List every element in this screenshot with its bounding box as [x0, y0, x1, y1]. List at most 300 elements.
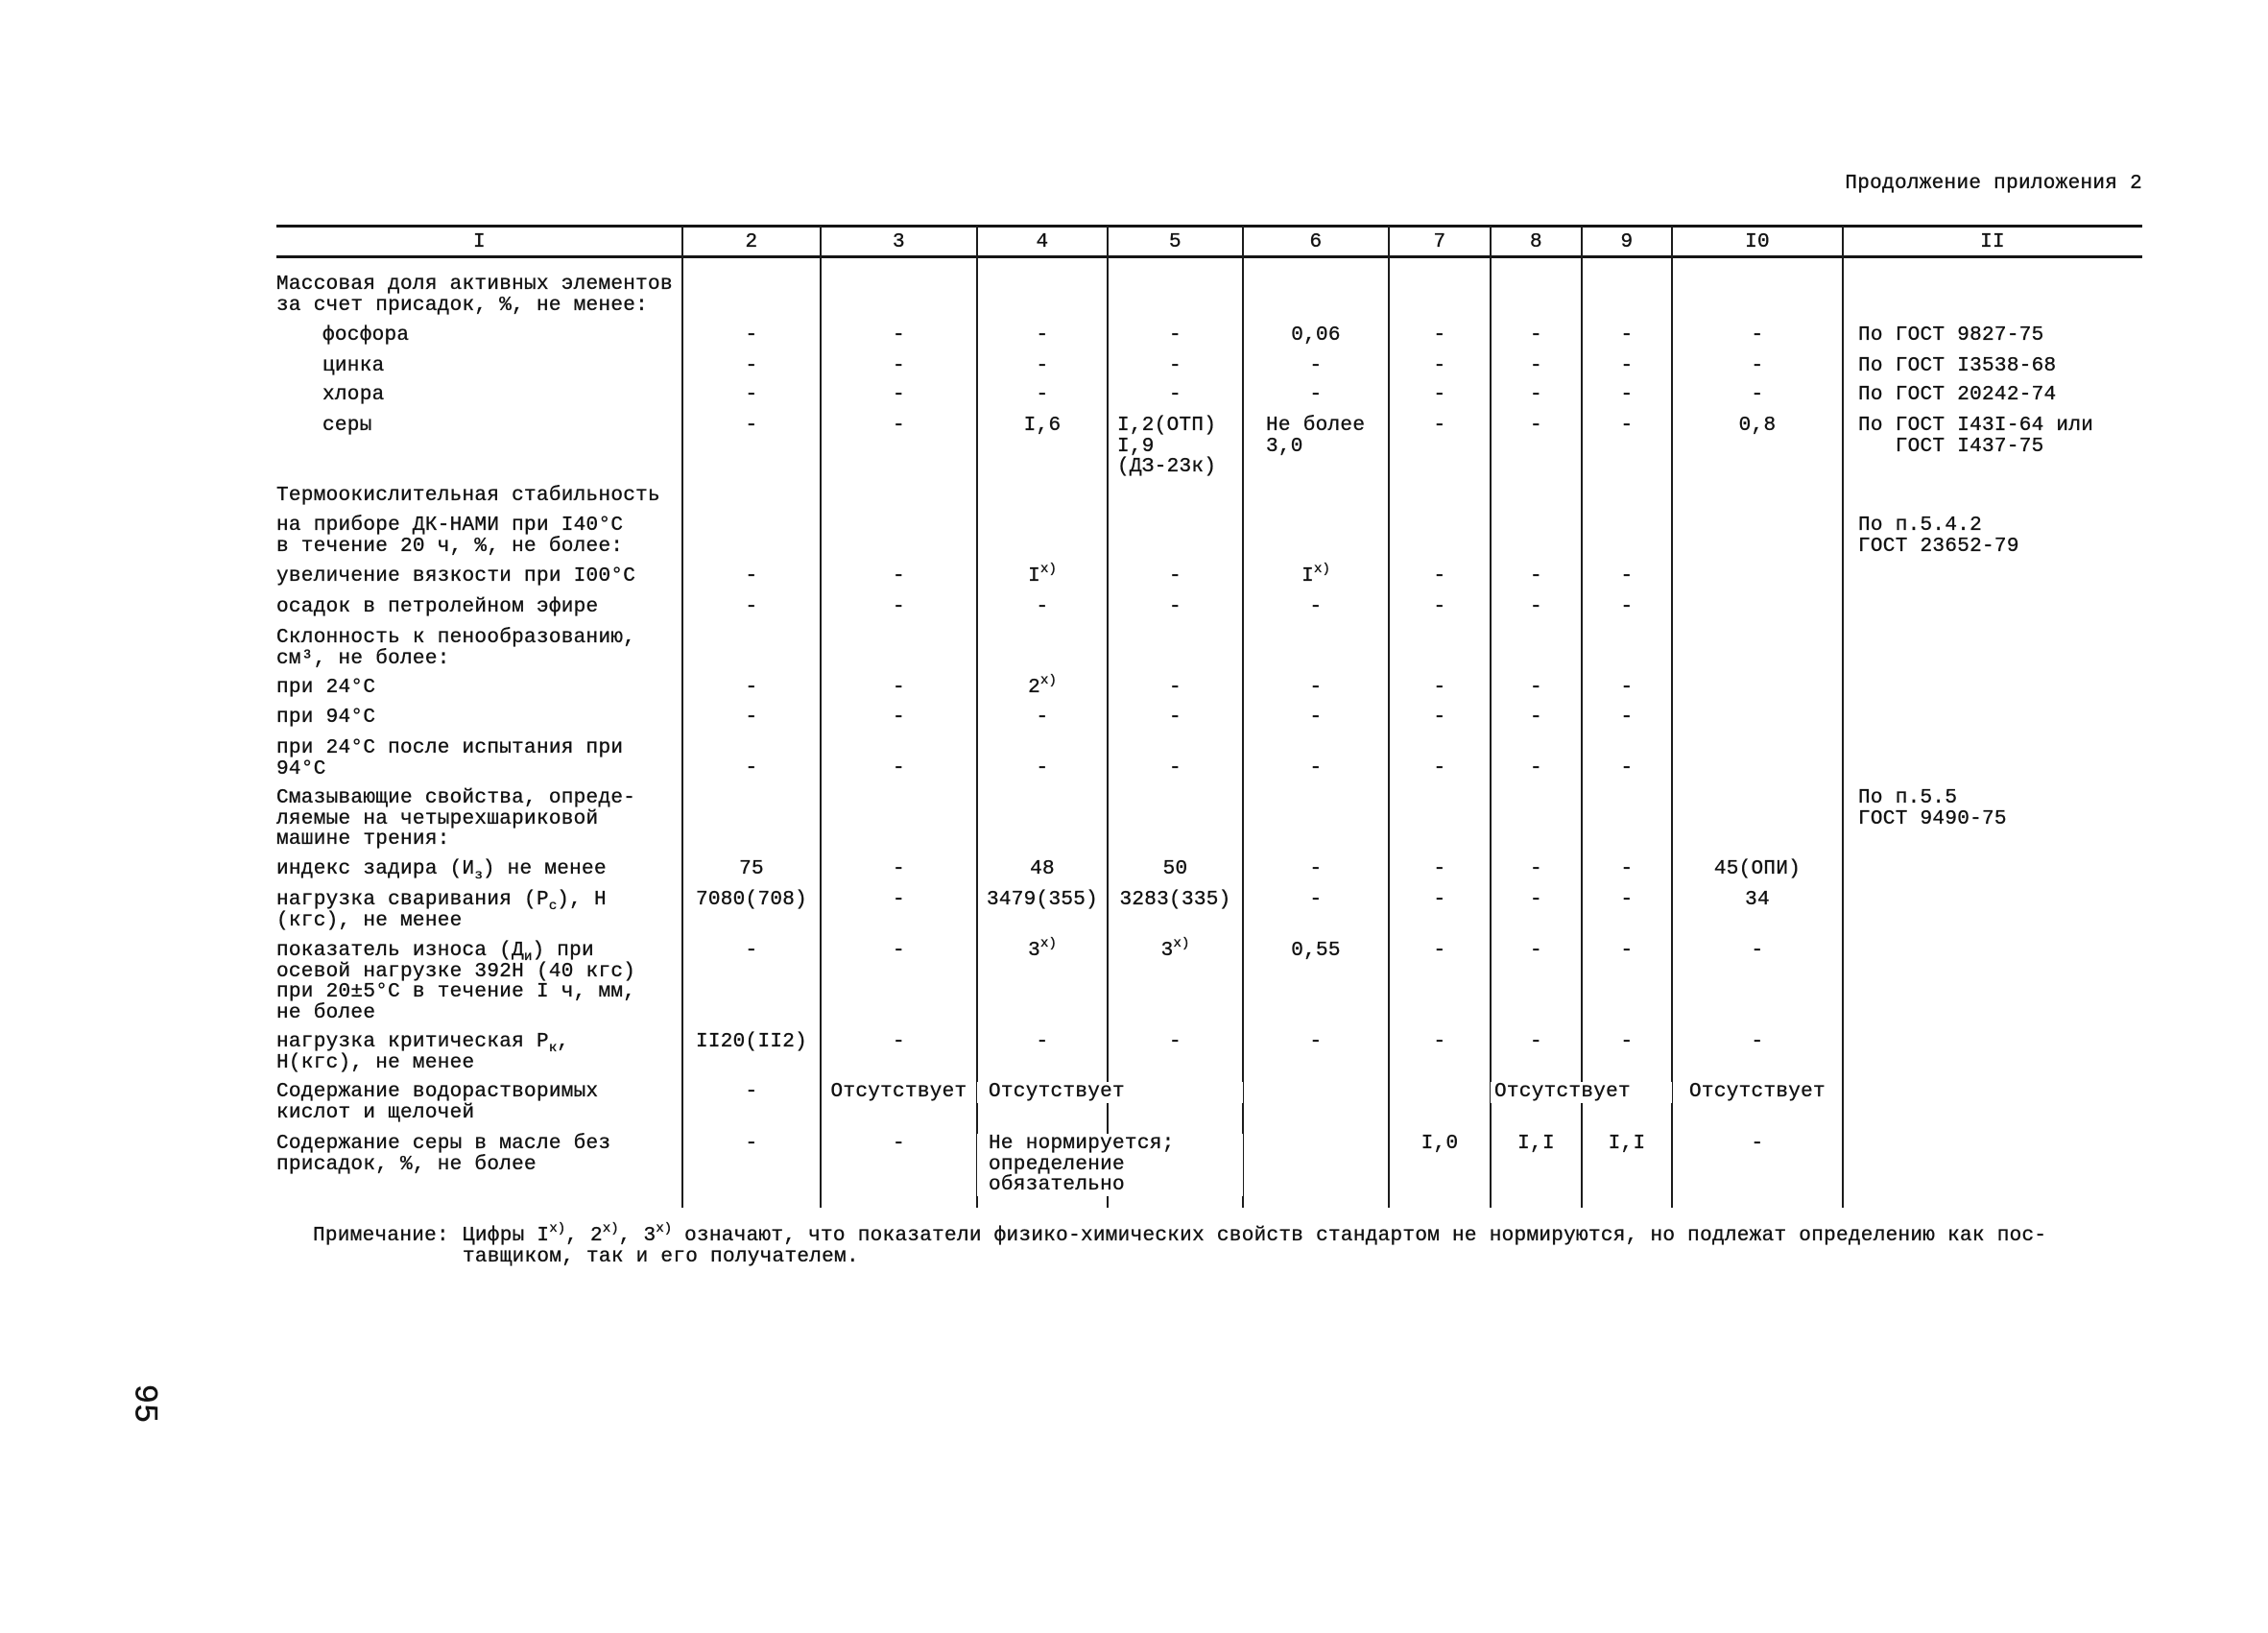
- cell-text: -: [893, 858, 905, 880]
- column-number-header: I: [473, 231, 486, 253]
- cell-text: Массовая доля активных элементов за счет присадок, %, не менее:: [276, 274, 673, 317]
- cell-text: при 94°С: [276, 707, 376, 729]
- value-cell-col-5: [1108, 566, 1243, 588]
- cell-text: -: [893, 1031, 905, 1053]
- cell-text: -: [1433, 757, 1446, 780]
- test-method-cell: [1843, 788, 2142, 829]
- value-cell-col-2: [682, 941, 821, 962]
- value-cell-col-8: [1491, 325, 1582, 347]
- cell-text: I,6: [1023, 415, 1062, 437]
- value-cell-col-3: [821, 325, 977, 347]
- value-cell-col-5: [1108, 325, 1243, 347]
- cell-text: -: [1169, 384, 1182, 406]
- value-cell-col-4: [977, 562, 1108, 588]
- superscript-note-mark: х): [549, 1221, 566, 1237]
- cell-text: I: [1301, 565, 1315, 588]
- cell-text: -: [1751, 1031, 1764, 1053]
- value-cell-col-4: [977, 597, 1108, 618]
- cell-text: на приборе ДК-НАМИ при I40°С в течение 20 ч, %, не более:: [276, 515, 624, 558]
- value-cell-col-7: [1389, 738, 1491, 780]
- cell-text: Отсутствует: [830, 1081, 967, 1103]
- cell-text: Не более 3,0: [1266, 415, 1366, 458]
- indicator-name-cell: [276, 516, 682, 557]
- value-cell-col-4: [977, 385, 1108, 406]
- cell-text: -: [1620, 1031, 1634, 1053]
- cell-text: -: [745, 940, 758, 962]
- cell-text: -: [1751, 1133, 1764, 1155]
- value-cell-col-7: [1389, 325, 1491, 347]
- cell-text: -: [1433, 677, 1446, 699]
- value-cell-col-9: [1582, 708, 1672, 729]
- value-cell-col-3: [821, 678, 977, 699]
- value-cell-col-3: [821, 890, 977, 911]
- value-cell-col-10: [1672, 1134, 1843, 1155]
- cell-text: -: [1309, 355, 1323, 377]
- indicator-name-cell: [276, 628, 682, 669]
- cell-text: I,I: [1517, 1133, 1555, 1155]
- cell-text: По ГОСТ I43I-64 или ГОСТ I437-75: [1858, 415, 2094, 458]
- value-cell-col-5: [1108, 597, 1243, 618]
- indicator-name-cell: [276, 738, 682, 780]
- value-cell-col-10: [1672, 941, 1843, 962]
- cell-text: -: [1169, 677, 1182, 699]
- superscript-note-mark: х): [1173, 936, 1190, 951]
- value-cell-col-6: [1243, 678, 1389, 699]
- cell-text: -: [1036, 1031, 1049, 1053]
- value-cell-col-4: [977, 936, 1108, 962]
- value-cell-col-9: [1582, 385, 1672, 406]
- value-cell-col-8: [1491, 941, 1582, 962]
- cell-text: -: [1309, 1031, 1323, 1053]
- cell-text: ), Н (кгс), не менее: [276, 889, 607, 932]
- cell-text: 0,06: [1291, 324, 1341, 347]
- value-cell-col-10: [1672, 325, 1843, 347]
- cell-text: -: [1169, 355, 1182, 377]
- cell-text: -: [1309, 677, 1323, 699]
- cell-text: -: [1620, 324, 1634, 347]
- value-cell-col-3: [821, 738, 977, 780]
- value-cell-col-8: [1491, 890, 1582, 911]
- cell-text: -: [893, 355, 905, 377]
- value-cell-col-10: [1672, 356, 1843, 377]
- value-cell-col-4: [977, 738, 1108, 780]
- cell-text: -: [893, 1133, 905, 1155]
- superscript-note-mark: х): [1040, 936, 1057, 951]
- note-text-part: Цифры I: [463, 1225, 550, 1247]
- value-cell-col-7: [1389, 890, 1491, 911]
- value-cell-col-6: [1243, 890, 1389, 911]
- value-cell-col-7: [1389, 356, 1491, 377]
- column-number-header: II: [1980, 231, 2005, 253]
- value-cell-col-8: [1491, 566, 1582, 588]
- cell-text: -: [745, 565, 758, 588]
- cell-text: -: [1530, 940, 1542, 962]
- value-cell-col-6: [1243, 738, 1389, 780]
- cell-text: Отсутствует: [989, 1081, 1125, 1103]
- cell-text: -: [1530, 355, 1542, 377]
- cell-text: -: [1530, 889, 1542, 911]
- cell-text: -: [1530, 324, 1542, 347]
- indicator-name-cell: [276, 416, 682, 437]
- cell-text: 48: [1030, 858, 1055, 880]
- cell-text: Содержание водорастворимых кислот и щелочей: [276, 1081, 599, 1124]
- superscript-note-mark: х): [602, 1221, 619, 1237]
- column-number-header: 4: [1036, 231, 1049, 253]
- cell-text: нагрузка критическая Р: [276, 1031, 549, 1053]
- indicator-name-cell: [276, 486, 682, 507]
- cell-text: осадок в петролейном эфире: [276, 596, 599, 618]
- indicator-name-cell: [276, 941, 682, 1023]
- cell-text: 3283(335): [1119, 889, 1231, 911]
- value-cell-col-4: [977, 356, 1108, 377]
- cell-text: 3479(355): [986, 889, 1099, 911]
- cell-text: при 24°С: [276, 677, 376, 699]
- cell-text: , Н(кгс), не менее: [276, 1031, 570, 1074]
- cell-text: 34: [1745, 889, 1770, 911]
- value-cell-col-6: [1243, 416, 1389, 457]
- value-cell-col-8: [1491, 708, 1582, 729]
- note-text: [463, 1221, 2047, 1247]
- value-cell-col-3: [821, 941, 977, 962]
- test-method-cell: [1843, 416, 2142, 457]
- value-cell-col-3: [821, 859, 977, 880]
- cell-text: -: [1433, 384, 1446, 406]
- cell-text: -: [1433, 707, 1446, 729]
- column-number-header: 6: [1309, 231, 1323, 253]
- indicator-name-cell: [276, 858, 682, 883]
- value-cell-col-4: [977, 859, 1108, 880]
- cell-text: -: [1036, 324, 1049, 347]
- cell-text: -: [1433, 324, 1446, 347]
- cell-text: -: [745, 384, 758, 406]
- cell-text: -: [1530, 596, 1542, 618]
- cell-text: ) не менее: [482, 858, 607, 880]
- cell-text: -: [1036, 355, 1049, 377]
- column-number-header: 7: [1433, 231, 1446, 253]
- cell-text: -: [893, 596, 905, 618]
- cell-text: увеличение вязкости при I00°С: [276, 565, 636, 588]
- value-cell-col-5: [1108, 936, 1243, 962]
- cell-text: -: [1620, 355, 1634, 377]
- cell-text: -: [1036, 757, 1049, 780]
- value-cell-col-5: [1108, 859, 1243, 880]
- value-cell-col-6: [1243, 1032, 1389, 1053]
- cell-text: Отсутствует: [1689, 1081, 1826, 1103]
- value-cell-col-3: [821, 708, 977, 729]
- value-cell-col-10: [1672, 1082, 1843, 1103]
- value-cell-col-3: [821, 1082, 977, 1103]
- cell-text: -: [1530, 858, 1542, 880]
- cell-text: -: [893, 415, 905, 437]
- value-cell-col-9: [1582, 325, 1672, 347]
- value-cell-col-9: [1582, 859, 1672, 880]
- cell-text: -: [1169, 1031, 1182, 1053]
- value-cell-col-10: [1672, 859, 1843, 880]
- value-cell-col-2: [682, 356, 821, 377]
- cell-text: -: [1530, 384, 1542, 406]
- test-method-cell: [1843, 385, 2142, 406]
- cell-text: -: [1433, 415, 1446, 437]
- indicator-name-cell: [276, 1032, 682, 1073]
- subscript-index: к: [548, 1041, 558, 1056]
- indicator-name-cell: [276, 1082, 682, 1123]
- cell-text: -: [1620, 707, 1634, 729]
- indicator-name-cell: [276, 1134, 682, 1175]
- note-text-continuation: тавщиком, так и его получателем.: [463, 1246, 859, 1268]
- value-cell-col-7: [1389, 678, 1491, 699]
- note-text-part: означают, что показатели физико-химических свойств стандартом не нормируются, но подлежат определению как пос-: [672, 1225, 2047, 1247]
- value-cell-col-9: [1582, 416, 1672, 437]
- cell-text: -: [1036, 596, 1049, 618]
- value-cell-col-5: [1108, 738, 1243, 780]
- cell-text: 7080(708): [695, 889, 808, 911]
- cell-text: 0,55: [1291, 940, 1341, 962]
- cell-text: -: [745, 415, 758, 437]
- value-cell-col-5: [1108, 385, 1243, 406]
- cell-text: -: [1620, 596, 1634, 618]
- value-cell-col-10: [1672, 1032, 1843, 1053]
- page-number: 95: [125, 1383, 162, 1424]
- cell-text: -: [1620, 940, 1634, 962]
- value-cell-col-2: [682, 1134, 821, 1155]
- cell-text: -: [893, 677, 905, 699]
- cell-text: индекс задира (И: [276, 858, 475, 880]
- value-cell-col-5: [1108, 890, 1243, 911]
- cell-text: По п.5.5 ГОСТ 9490-75: [1858, 787, 2007, 830]
- cell-text: По п.5.4.2 ГОСТ 23652-79: [1858, 515, 2019, 558]
- superscript-note-mark: х): [1040, 673, 1057, 688]
- value-cell-col-2: [682, 325, 821, 347]
- value-cell-col-3: [821, 356, 977, 377]
- value-cell-col-9: [1582, 1134, 1672, 1155]
- cell-text: 50: [1162, 858, 1188, 880]
- value-cell-col-4: [977, 890, 1108, 911]
- cell-text: Отсутствует: [1494, 1081, 1631, 1103]
- value-cell-col-8: [1491, 1134, 1582, 1155]
- cell-text: Содержание серы в масле без присадок, %, не более: [276, 1133, 611, 1176]
- value-cell-col-9: [1582, 566, 1672, 588]
- column-number-header: 2: [745, 231, 758, 253]
- value-cell-col-7: [1389, 708, 1491, 729]
- value-cell-col-7: [1389, 385, 1491, 406]
- cell-text: -: [1309, 384, 1323, 406]
- value-cell-col-10: [1672, 890, 1843, 911]
- value-cell-col-2: [682, 890, 821, 911]
- value-cell-col-6: [1243, 941, 1389, 962]
- cell-text: нагрузка сваривания (Р: [276, 889, 549, 911]
- value-cell-col-6: [1243, 859, 1389, 880]
- cell-text: 3: [1160, 940, 1174, 962]
- value-cell-col-6: [1243, 562, 1389, 588]
- value-cell-col-6: [1243, 597, 1389, 618]
- value-cell-col-9: [1582, 941, 1672, 962]
- value-cell-col-3: [821, 1032, 977, 1053]
- value-cell-col-10: [1672, 385, 1843, 406]
- value-cell-col-3: [821, 416, 977, 437]
- cell-text: серы: [322, 415, 372, 437]
- cell-text: -: [1309, 858, 1323, 880]
- value-cell-col-3: [821, 1134, 977, 1155]
- cell-text: -: [1433, 565, 1446, 588]
- appendix-continuation-label: Продолжение приложения 2: [1845, 173, 2142, 195]
- value-cell-col-4: [977, 673, 1108, 699]
- value-cell-col-6: [1243, 385, 1389, 406]
- cell-text: -: [745, 1133, 758, 1155]
- value-cell-col-8: [1491, 356, 1582, 377]
- cell-text: -: [1309, 596, 1323, 618]
- cell-text: -: [1530, 757, 1542, 780]
- cell-text: -: [1620, 889, 1634, 911]
- column-number-header: I0: [1745, 231, 1770, 253]
- value-cell-col-4: [977, 1082, 1243, 1103]
- cell-text: -: [1169, 596, 1182, 618]
- value-cell-col-5: [1108, 416, 1243, 478]
- cell-text: Склонность к пенообразованию, см³, не более:: [276, 627, 636, 670]
- indicator-name-cell: [276, 275, 682, 316]
- value-cell-col-9: [1582, 678, 1672, 699]
- superscript-note-mark: х): [1040, 562, 1057, 577]
- subscript-index: з: [474, 868, 483, 883]
- cell-text: -: [745, 707, 758, 729]
- value-cell-col-2: [682, 708, 821, 729]
- superscript-note-mark: х): [1314, 562, 1330, 577]
- cell-text: I,0: [1420, 1133, 1459, 1155]
- subscript-index: с: [548, 899, 558, 914]
- indicator-name-cell: [276, 708, 682, 729]
- cell-text: -: [893, 384, 905, 406]
- cell-text: 2: [1028, 677, 1041, 699]
- indicator-name-cell: [276, 356, 682, 377]
- value-cell-col-5: [1108, 708, 1243, 729]
- cell-text: -: [893, 889, 905, 911]
- cell-text: -: [1169, 324, 1182, 347]
- value-cell-col-7: [1389, 1032, 1491, 1053]
- cell-text: -: [1751, 355, 1764, 377]
- cell-text: ) при осевой нагрузке 392Н (40 кгс) при 20±5°С в течение I ч, мм, не более: [276, 940, 636, 1024]
- cell-text: -: [1751, 940, 1764, 962]
- cell-text: I,I: [1608, 1133, 1646, 1155]
- cell-text: 75: [739, 858, 764, 880]
- cell-text: Смазывающие свойства, опреде- ляемые на четырехшариковой машине трения:: [276, 787, 636, 851]
- value-cell-col-3: [821, 385, 977, 406]
- indicator-name-cell: [276, 566, 682, 588]
- cell-text: -: [745, 355, 758, 377]
- cell-text: -: [1620, 677, 1634, 699]
- value-cell-col-9: [1582, 738, 1672, 780]
- value-cell-col-4: [977, 1134, 1243, 1196]
- cell-text: -: [1620, 565, 1634, 588]
- test-method-cell: [1843, 516, 2142, 557]
- column-number-header: 3: [893, 231, 905, 253]
- value-cell-col-7: [1389, 1134, 1491, 1155]
- cell-text: По ГОСТ I3538-68: [1858, 355, 2057, 377]
- column-number-header: 8: [1530, 231, 1542, 253]
- cell-text: -: [1620, 858, 1634, 880]
- cell-text: показатель износа (Д: [276, 940, 525, 962]
- note-text-part: , 2: [565, 1225, 603, 1247]
- indicator-name-cell: [276, 890, 682, 931]
- value-cell-col-8: [1491, 678, 1582, 699]
- cell-text: -: [1530, 677, 1542, 699]
- value-cell-col-9: [1582, 597, 1672, 618]
- cell-text: -: [1433, 355, 1446, 377]
- cell-text: -: [1620, 757, 1634, 780]
- value-cell-col-10: [1672, 416, 1843, 437]
- column-number-header: 5: [1169, 231, 1182, 253]
- cell-text: 0,8: [1738, 415, 1777, 437]
- cell-text: -: [1309, 707, 1323, 729]
- value-cell-col-5: [1108, 1032, 1243, 1053]
- cell-text: -: [893, 940, 905, 962]
- value-cell-col-2: [682, 416, 821, 437]
- cell-text: -: [1169, 565, 1182, 588]
- cell-text: -: [1309, 757, 1323, 780]
- value-cell-col-4: [977, 325, 1108, 347]
- cell-text: По ГОСТ 20242-74: [1858, 384, 2057, 406]
- value-cell-col-2: [682, 678, 821, 699]
- value-cell-col-8: [1491, 416, 1582, 437]
- indicator-name-cell: [276, 788, 682, 851]
- cell-text: фосфора: [322, 324, 410, 347]
- cell-text: -: [1620, 384, 1634, 406]
- value-cell-col-3: [821, 597, 977, 618]
- value-cell-col-8: [1491, 859, 1582, 880]
- subscript-index: и: [524, 949, 533, 965]
- value-cell-col-2: [682, 859, 821, 880]
- value-cell-col-8: [1491, 385, 1582, 406]
- cell-text: -: [1620, 415, 1634, 437]
- cell-text: -: [1433, 889, 1446, 911]
- value-cell-col-4: [977, 1032, 1108, 1053]
- value-cell-col-2: [682, 1032, 821, 1053]
- value-cell-col-8: [1491, 1082, 1672, 1103]
- cell-text: 45(ОПИ): [1713, 858, 1802, 880]
- cell-text: -: [745, 757, 758, 780]
- cell-text: -: [745, 596, 758, 618]
- cell-text: -: [893, 565, 905, 588]
- value-cell-col-5: [1108, 356, 1243, 377]
- cell-text: По ГОСТ 9827-75: [1858, 324, 2044, 347]
- cell-text: -: [1751, 384, 1764, 406]
- indicator-name-cell: [276, 325, 682, 347]
- cell-text: -: [893, 757, 905, 780]
- cell-text: Термоокислительная стабильность: [276, 485, 660, 507]
- value-cell-col-2: [682, 738, 821, 780]
- cell-text: -: [1309, 889, 1323, 911]
- cell-text: при 24°С после испытания при 94°С: [276, 737, 624, 780]
- cell-text: -: [1530, 415, 1542, 437]
- cell-text: -: [1433, 596, 1446, 618]
- cell-text: -: [1433, 1031, 1446, 1053]
- cell-text: -: [1751, 324, 1764, 347]
- note-text-part: , 3: [618, 1225, 657, 1247]
- value-cell-col-7: [1389, 597, 1491, 618]
- cell-text: 3: [1028, 940, 1041, 962]
- cell-text: -: [1433, 940, 1446, 962]
- note-label: Примечание:: [313, 1225, 449, 1247]
- cell-text: хлора: [322, 384, 385, 406]
- test-method-cell: [1843, 325, 2142, 347]
- value-cell-col-7: [1389, 941, 1491, 962]
- cell-text: -: [1036, 384, 1049, 406]
- superscript-note-mark: х): [656, 1221, 673, 1237]
- value-cell-col-6: [1243, 325, 1389, 347]
- value-cell-col-5: [1108, 678, 1243, 699]
- indicator-name-cell: [276, 678, 682, 699]
- cell-text: -: [1169, 757, 1182, 780]
- value-cell-col-7: [1389, 859, 1491, 880]
- cell-text: II20(II2): [695, 1031, 808, 1053]
